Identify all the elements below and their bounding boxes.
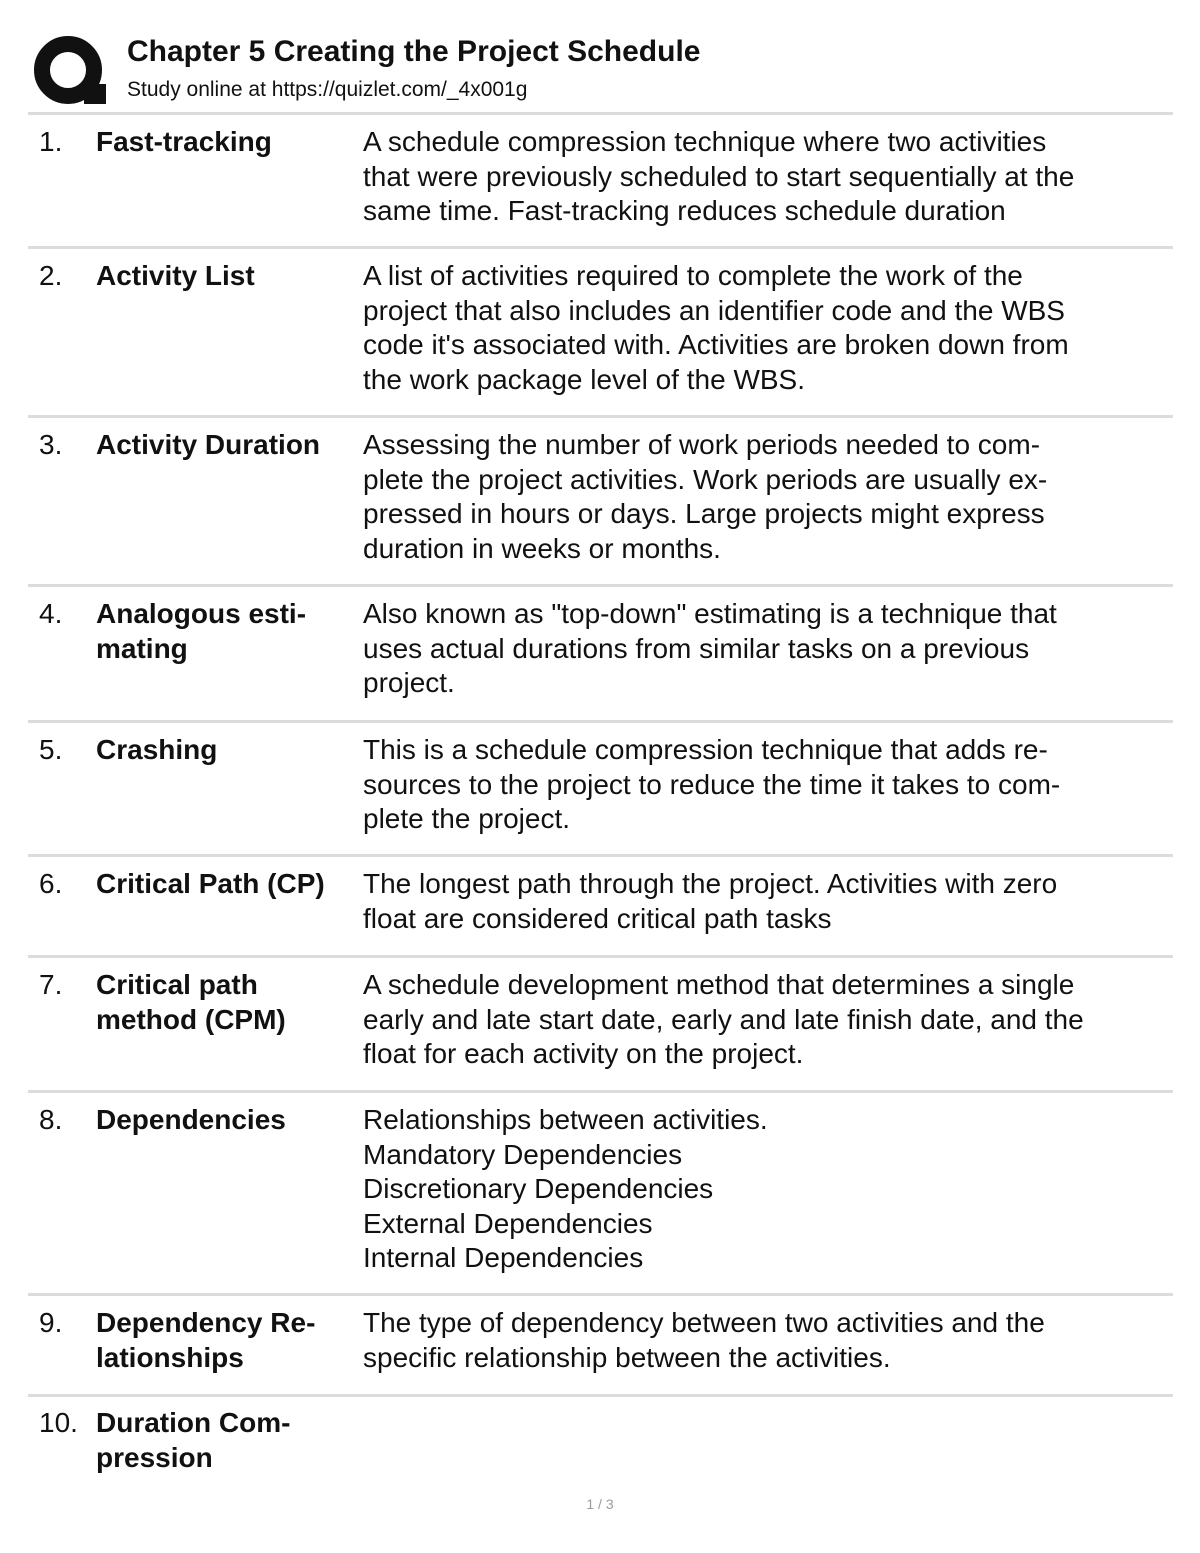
entry-term [96, 259, 356, 294]
definition-line: float for each activity on the project. [363, 1038, 804, 1069]
entry-number: 8. [39, 1104, 63, 1135]
definition-line: plete the project activities. Work periods are usually ex- [363, 463, 1048, 495]
entry-definition [363, 1306, 1173, 1375]
term-line: Fast-tracking [96, 126, 272, 157]
definition-line: This is a schedule compression technique that adds re- [363, 734, 1048, 765]
definition-line: The type of dependency between two activities and the [363, 1307, 1045, 1338]
definition-line: float are considered critical path tasks [363, 902, 832, 934]
entry-number: 6. [39, 868, 63, 899]
definition-line: Assessing the number of work periods needed to com- [363, 429, 1041, 460]
term-line: Critical Path (CP) [96, 868, 325, 899]
entry-number: 10. [39, 1407, 78, 1438]
term-line: Dependencies [96, 1104, 286, 1135]
entry-definition [363, 125, 1173, 229]
definition-line: sources to the project to reduce the time it takes to com- [363, 768, 1061, 800]
definition-line: External Dependencies [363, 1207, 653, 1239]
entry-divider [28, 854, 1173, 857]
entry-divider [28, 955, 1173, 958]
entry-term [96, 125, 356, 160]
definition-line: specific relationship between the activities. [363, 1341, 891, 1373]
entry-divider [28, 584, 1173, 587]
entry-term [96, 428, 356, 463]
definition-line: Internal Dependencies [363, 1242, 644, 1273]
definition-line: project that also includes an identifier code and the WBS [363, 294, 1065, 326]
entry-divider [28, 246, 1173, 249]
entry-definition [363, 1103, 1173, 1276]
definition-line: Relationships between activities. [363, 1104, 768, 1135]
entry-term [96, 867, 356, 902]
entry-term [96, 1306, 356, 1375]
entry-divider [28, 1394, 1173, 1397]
entry-definition [363, 597, 1173, 701]
quizlet-q-logo-icon [30, 34, 110, 108]
term-line: Duration Com- [96, 1407, 291, 1438]
entry-divider [28, 415, 1173, 418]
entry-term [96, 1103, 356, 1138]
entry-divider [28, 720, 1173, 723]
entry-number: 4. [39, 598, 63, 629]
entry-term [96, 733, 356, 768]
entry-definition [363, 968, 1173, 1072]
entry-definition [363, 259, 1173, 397]
entry-definition [363, 867, 1173, 936]
document-header [30, 30, 1172, 112]
definition-line: duration in weeks or months. [363, 532, 721, 564]
term-line: Analogous esti- [96, 598, 307, 629]
header-divider [28, 112, 1173, 115]
definition-line: pressed in hours or days. Large projects might express [363, 498, 1045, 529]
entry-definition [363, 733, 1173, 837]
entry-term [96, 597, 356, 666]
definition-line: that were previously scheduled to start sequentially at the [363, 160, 1075, 192]
term-line: Activity Duration [96, 429, 321, 460]
term-line: Crashing [96, 734, 218, 765]
entry-divider [28, 1293, 1173, 1296]
term-line: mating [96, 632, 188, 664]
definition-line: Mandatory Dependencies [363, 1138, 683, 1170]
definition-line: early and late start date, early and late finish date, and the [363, 1003, 1084, 1035]
definition-line: A list of activities required to complete the work of the [363, 260, 1023, 291]
entry-definition [363, 428, 1173, 566]
definition-line: code it's associated with. Activities are broken down from [363, 329, 1069, 360]
definition-line: plete the project. [363, 803, 571, 834]
entry-divider [28, 1090, 1173, 1093]
entry-number: 1. [39, 126, 63, 157]
entry-number: 3. [39, 429, 63, 460]
definition-line: same time. Fast-tracking reduces schedule duration [363, 195, 1006, 226]
term-line: lationships [96, 1341, 244, 1373]
term-line: Dependency Re- [96, 1307, 316, 1338]
definition-line: the work package level of the WBS. [363, 363, 805, 395]
definition-line: Also known as "top-down" estimating is a technique that [363, 598, 1057, 629]
entry-term [96, 968, 356, 1037]
definition-line: A schedule compression technique where two activities [363, 126, 1047, 157]
term-line: Critical path [96, 969, 258, 1000]
study-online-link[interactable]: Study online at https://quizlet.com/_4x001g [127, 78, 528, 101]
definition-line: A schedule development method that determines a single [363, 969, 1075, 1000]
term-line: method (CPM) [96, 1003, 286, 1035]
entry-number: 7. [39, 969, 63, 1000]
definition-line: The longest path through the project. Activities with zero [363, 868, 1058, 899]
definition-line: Discretionary Dependencies [363, 1173, 714, 1204]
entry-term [96, 1406, 356, 1475]
entry-number: 9. [39, 1307, 63, 1338]
term-line: pression [96, 1441, 213, 1473]
entry-number: 5. [39, 734, 63, 765]
definition-line: uses actual durations from similar tasks on a previous [363, 632, 1030, 664]
term-line: Activity List [96, 260, 255, 291]
definition-line: project. [363, 667, 455, 698]
entry-number: 2. [39, 260, 63, 291]
page-title: Chapter 5 Creating the Project Schedule [127, 35, 701, 68]
page-indicator: 1 / 3 [586, 1496, 614, 1512]
